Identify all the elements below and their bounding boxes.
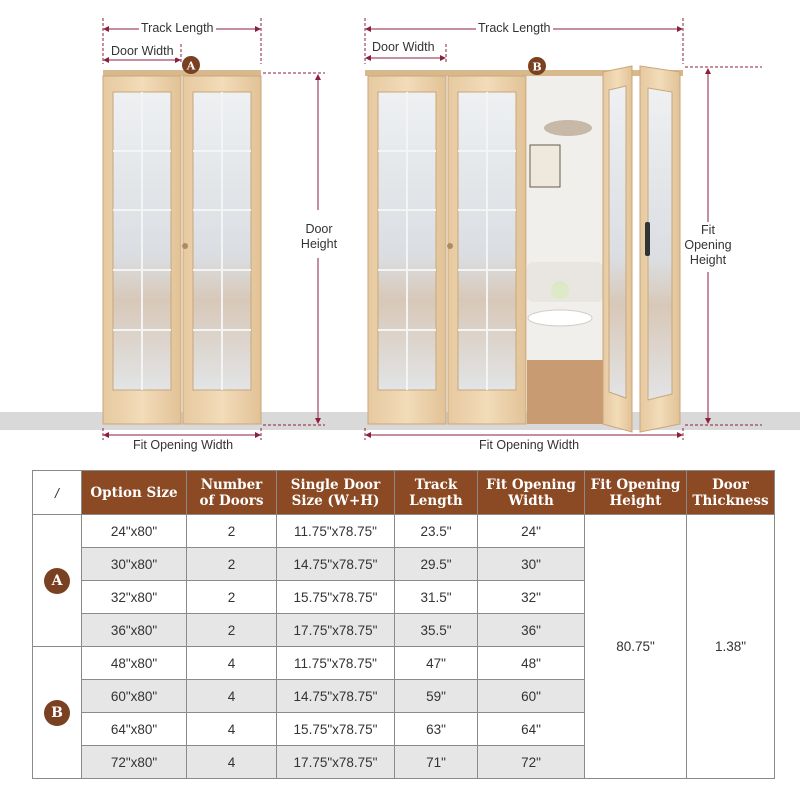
header-number-of-doors: Number of Doors	[187, 471, 277, 515]
door-width-label-b: Door Width	[372, 40, 435, 54]
cell-option-size: 24"x80"	[82, 515, 187, 548]
door-set-b	[365, 66, 683, 432]
cell-fit-opening-width: 32"	[478, 581, 585, 614]
badge-a-illustration	[182, 56, 200, 74]
table-header-row	[33, 471, 775, 515]
cell-number-of-doors: 2	[187, 581, 277, 614]
table-body	[33, 515, 775, 779]
cell-fit-opening-width: 48"	[478, 647, 585, 680]
cell-option-size: 60"x80"	[82, 680, 187, 713]
cell-track-length: 23.5"	[395, 515, 478, 548]
cell-fit-opening-width: 72"	[478, 746, 585, 779]
svg-text:B: B	[532, 60, 542, 74]
cell-track-length: 47"	[395, 647, 478, 680]
cell-track-length: 29.5"	[395, 548, 478, 581]
cell-option-size: 72"x80"	[82, 746, 187, 779]
corner-cell: /	[33, 471, 82, 515]
cell-track-length: 71"	[395, 746, 478, 779]
cell-track-length: 59"	[395, 680, 478, 713]
fit-opening-width-label-b: Fit Opening Width	[479, 438, 580, 452]
cell-track-length: 31.5"	[395, 581, 478, 614]
cell-option-size: 48"x80"	[82, 647, 187, 680]
cell-number-of-doors: 2	[187, 614, 277, 647]
cell-number-of-doors: 4	[187, 746, 277, 779]
cell-track-length: 35.5"	[395, 614, 478, 647]
group-badge-cell-a	[33, 515, 82, 647]
table-row	[33, 515, 775, 548]
cell-track-length: 63"	[395, 713, 478, 746]
size-spec-table	[32, 470, 775, 779]
cell-single-door-size: 11.75"x78.75"	[277, 515, 395, 548]
header-door-thickness: Door Thickness	[687, 471, 775, 515]
cell-number-of-doors: 2	[187, 548, 277, 581]
door-thickness-value: 1.38"	[687, 515, 775, 779]
cell-option-size: 30"x80"	[82, 548, 187, 581]
cell-option-size: 32"x80"	[82, 581, 187, 614]
cell-single-door-size: 14.75"x78.75"	[277, 680, 395, 713]
cell-fit-opening-width: 60"	[478, 680, 585, 713]
fit-opening-height-value: 80.75"	[585, 515, 687, 779]
door-width-label-a: Door Width	[111, 44, 174, 58]
cell-option-size: 64"x80"	[82, 713, 187, 746]
cell-number-of-doors: 4	[187, 647, 277, 680]
group-badge-a: A	[44, 568, 70, 594]
fit-opening-width-label-a: Fit Opening Width	[133, 438, 234, 452]
track-length-label-a: Track Length	[141, 21, 214, 35]
header-track-length: Track Length	[395, 471, 478, 515]
group-badge-cell-b	[33, 647, 82, 779]
cell-fit-opening-width: 36"	[478, 614, 585, 647]
cell-single-door-size: 15.75"x78.75"	[277, 713, 395, 746]
group-badge-b: B	[44, 700, 70, 726]
track-length-label-b: Track Length	[478, 21, 551, 35]
cell-number-of-doors: 4	[187, 713, 277, 746]
badge-b-illustration	[528, 57, 546, 75]
header-fit-opening-width: Fit Opening Width	[478, 471, 585, 515]
cell-fit-opening-width: 64"	[478, 713, 585, 746]
cell-single-door-size: 11.75"x78.75"	[277, 647, 395, 680]
cell-single-door-size: 17.75"x78.75"	[277, 746, 395, 779]
header-single-door-size: Single Door Size (W+H)	[277, 471, 395, 515]
cell-option-size: 36"x80"	[82, 614, 187, 647]
fit-opening-height-label: Fit Opening Height	[684, 223, 732, 267]
cell-single-door-size: 14.75"x78.75"	[277, 548, 395, 581]
header-option-size: Option Size	[82, 471, 187, 515]
cell-fit-opening-width: 24"	[478, 515, 585, 548]
cell-number-of-doors: 4	[187, 680, 277, 713]
cell-single-door-size: 17.75"x78.75"	[277, 614, 395, 647]
cell-number-of-doors: 2	[187, 515, 277, 548]
header-fit-opening-height: Fit Opening Height	[585, 471, 687, 515]
door-height-label: Door Height	[300, 222, 338, 251]
cell-single-door-size: 15.75"x78.75"	[277, 581, 395, 614]
cell-fit-opening-width: 30"	[478, 548, 585, 581]
door-set-a	[103, 70, 261, 424]
svg-text:A: A	[186, 59, 196, 73]
